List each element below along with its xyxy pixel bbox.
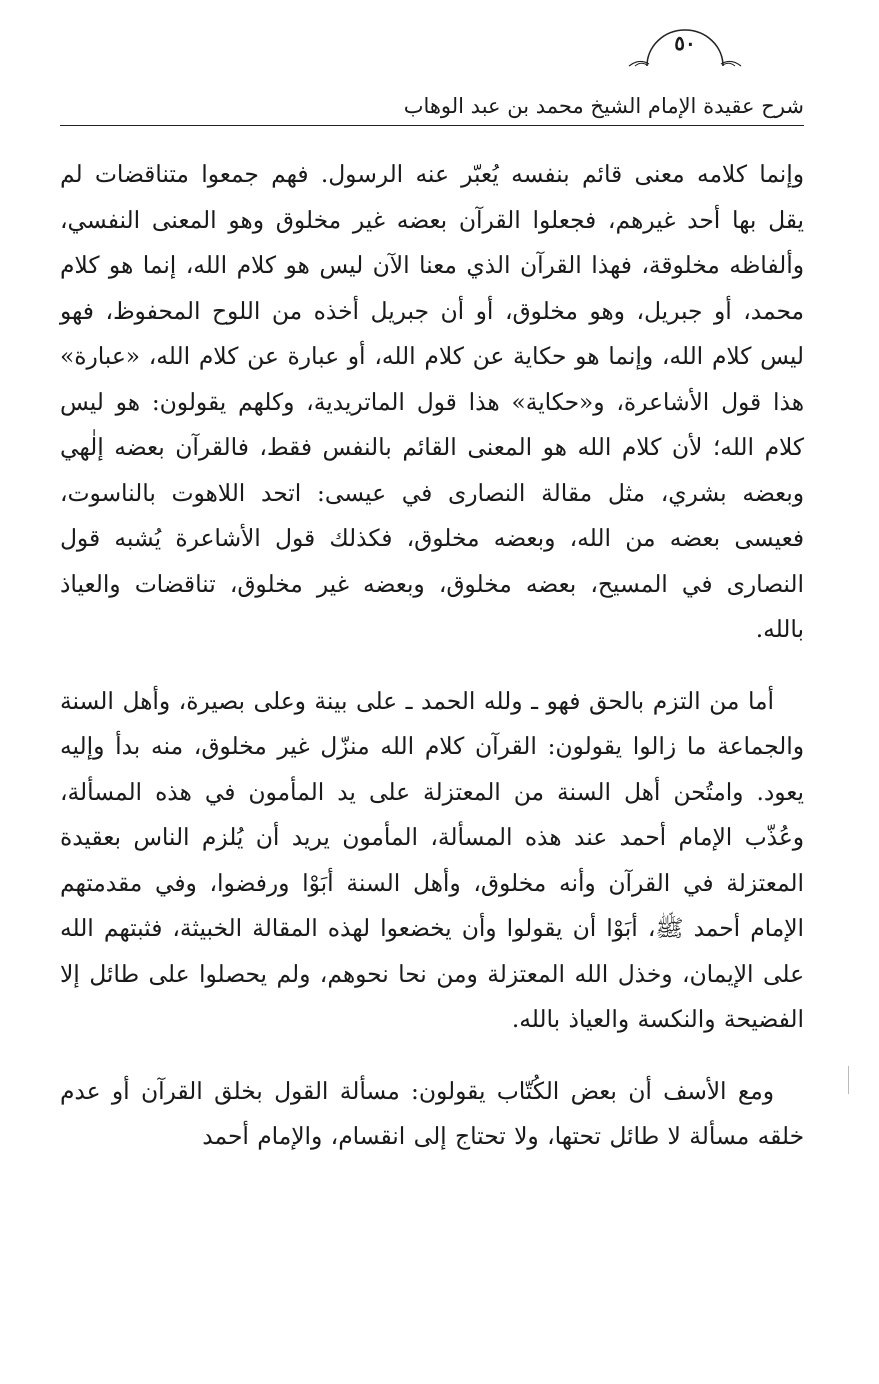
page-number: ٥٠ <box>674 31 696 55</box>
header-rule <box>60 125 804 126</box>
paragraph: وإنما كلامه معنى قائم بنفسه يُعبّر عنه الرسول. فهم جمعوا متناقضات لم يقل بها أحد غيرهم، فجعلوا القرآن بعضه غير مخلوق وهو المعنى النفسي، وألفاظه مخلوقة، فهذا القرآن الذي معنا الآن ليس هو كلام الله، إنما هو كلام محمد، أو جبريل، وهو مخلوق، أو أن جبريل أخذه من اللوح المحفوظ، فهو ليس كلام الله، وإنما هو حكاية عن كلام الله، أو عبارة عن كلام الله، «عبارة» هذا قول الأشاعرة، و«حكاية» هذا قول الماتريدية، وكلهم يقولون: هو ليس كلام الله؛ لأن كلام الله هو المعنى القائم بالنفس فقط، فالقرآن بعضه إلٰهي وبعضه بشري، مثل مقالة النصارى في عيسى: اتحد اللاهوت بالناسوت، فعيسى بعضه من الله، وبعضه مخلوق، فكذلك قول الأشاعرة يُشبه قول النصارى في المسيح، بعضه مخلوق، وبعضه غير مخلوق، تناقضات والعياذ بالله. <box>60 161 804 643</box>
page-number-badge <box>625 24 745 68</box>
header-title: شرح عقيدة الإمام الشيخ محمد بن عبد الوهاب <box>403 94 804 118</box>
margin-mark <box>848 1066 849 1094</box>
paragraph: ومع الأسف أن بعض الكُتّاب يقولون: مسألة القول بخلق القرآن أو عدم خلقه مسألة لا طائل تحتها، ولا تحتاج إلى انقسام، والإمام أحمد <box>60 1077 804 1150</box>
main-text <box>60 152 804 1160</box>
paragraph: أما من التزم بالحق فهو ـ ولله الحمد ـ على بينة وعلى بصيرة، وأهل السنة والجماعة ما زالوا يقولون: القرآن كلام الله منزّل غير مخلوق، منه بدأ وإليه يعود. وامتُحن أهل السنة من المعتزلة على يد المأمون في هذه المسألة، وعُذّب الإمام أحمد عند هذه المسألة، المأمون يريد أن يُلزم الناس بعقيدة المعتزلة في القرآن وأنه مخلوق، وأهل السنة أبَوْا ورفضوا، وفي مقدمتهم الإمام أحمد ﷺ، أبَوْا أن يقولوا وأن يخضعوا لهذه المقالة الخبيثة، فثبتهم الله على الإيمان، وخذل الله المعتزلة ومن نحا نحوهم، ولم يحصلوا على طائل إلا الفضيحة والنكسة والعياذ بالله. <box>60 687 804 1033</box>
running-header <box>60 60 804 126</box>
